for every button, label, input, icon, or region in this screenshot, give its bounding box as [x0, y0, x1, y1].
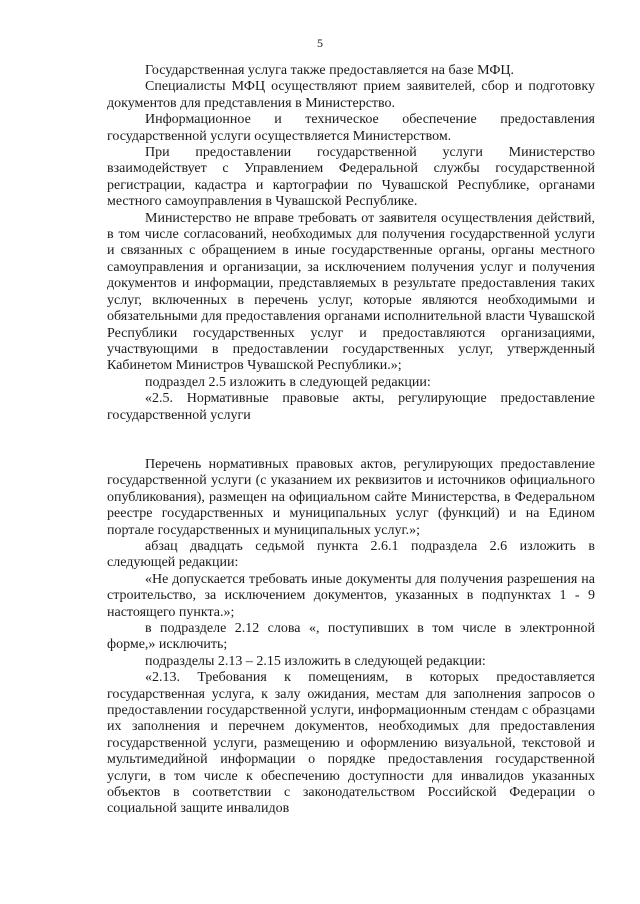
paragraph-ministry-restrictions: Министерство не вправе требовать от заявителя осуществления действий, в том числе согласований, необходимых для получения государственной услуги и связанных с обращением в иные государственные органы, органы местного самоуправления и организации, за исключением получения услуг и получения документов и информации, представляемых в результате предоставления таких услуг, включенных в перечень услуг, которые являются необходимыми и обязательными для предоставления органами исполнительной власти Чувашской Республики государственных услуг и предоставляются организациями, участвующими в предоставлении государственных услуг, утвержденный Кабинетом Министров Чувашской Республики.»;	[107, 210, 595, 374]
paragraph-interaction: При предоставлении государственной услуги Министерство взаимодействует с Управлением Федеральной службы государственной регистрации, кадастра и картографии по Чувашской Республике, органами местного самоуправления в Чувашской Республике.	[107, 145, 595, 210]
paragraph-subsections-2-13-2-15: подразделы 2.13 – 2.15 изложить в следующей редакции:	[145, 653, 486, 669]
paragraph-mfc-service: Государственная услуга также предоставляется на базе МФЦ.	[145, 63, 515, 78]
document-body	[107, 63, 595, 818]
paragraph-subsection-2-12: в подразделе 2.12 слова «, поступивших в том числе в электронной форме,» исключить;	[107, 621, 595, 653]
paragraph-mfc-specialists: Специалисты МФЦ осуществляют прием заявителей, сбор и подготовку документов для представления в Министерство.	[107, 79, 595, 111]
paragraph-clause-2-6-1: абзац двадцать седьмой пункта 2.6.1 подраздела 2.6 изложить в следующей редакции:	[107, 538, 595, 571]
page-number: 5	[317, 36, 323, 50]
blank-line	[107, 424, 595, 457]
paragraph-information-support: Информационное и техническое обеспечение предоставления государственной услуги осуществляется Министерством.	[107, 112, 595, 144]
paragraph-subsection-2-5-heading: «2.5. Нормативные правовые акты, регулирующие предоставление государственной услуги	[107, 391, 595, 423]
paragraph-subsection-2-5-intro: подраздел 2.5 изложить в следующей редакции:	[145, 374, 431, 390]
paragraph-documents-prohibition: «Не допускается требовать иные документы для получения разрешения на строительство, за исключением документов, указанных в подпунктах 1 - 9 настоящего пункта.»;	[107, 571, 595, 620]
paragraph-regulatory-acts-list: Перечень нормативных правовых актов, регулирующих предоставление государственной услуги (с указанием их реквизитов и источников официального опубликования), размещен на официальном сайте Министерства, в Федеральном реестре государственных и муниципальных услуг (функций) и на Едином портале государственных и муниципальных услуг.»;	[107, 456, 595, 538]
paragraph-premises-requirements: «2.13. Требования к помещениям, в которых предоставляется государственная услуга, к залу ожидания, местам для заполнения запросов о предоставлении государственной услуги, информационным стендам с образцами их заполнения и перечнем документов, необходимых для предоставления государственной услуги, размещению и оформлению визуальной, текстовой и мультимедийной информации о порядке предоставления государственной услуги, в том числе к обеспечению доступности для инвалидов указанных объектов в соответствии с законодательством Российской Федерации о социальной защите инвалидов	[107, 670, 595, 817]
